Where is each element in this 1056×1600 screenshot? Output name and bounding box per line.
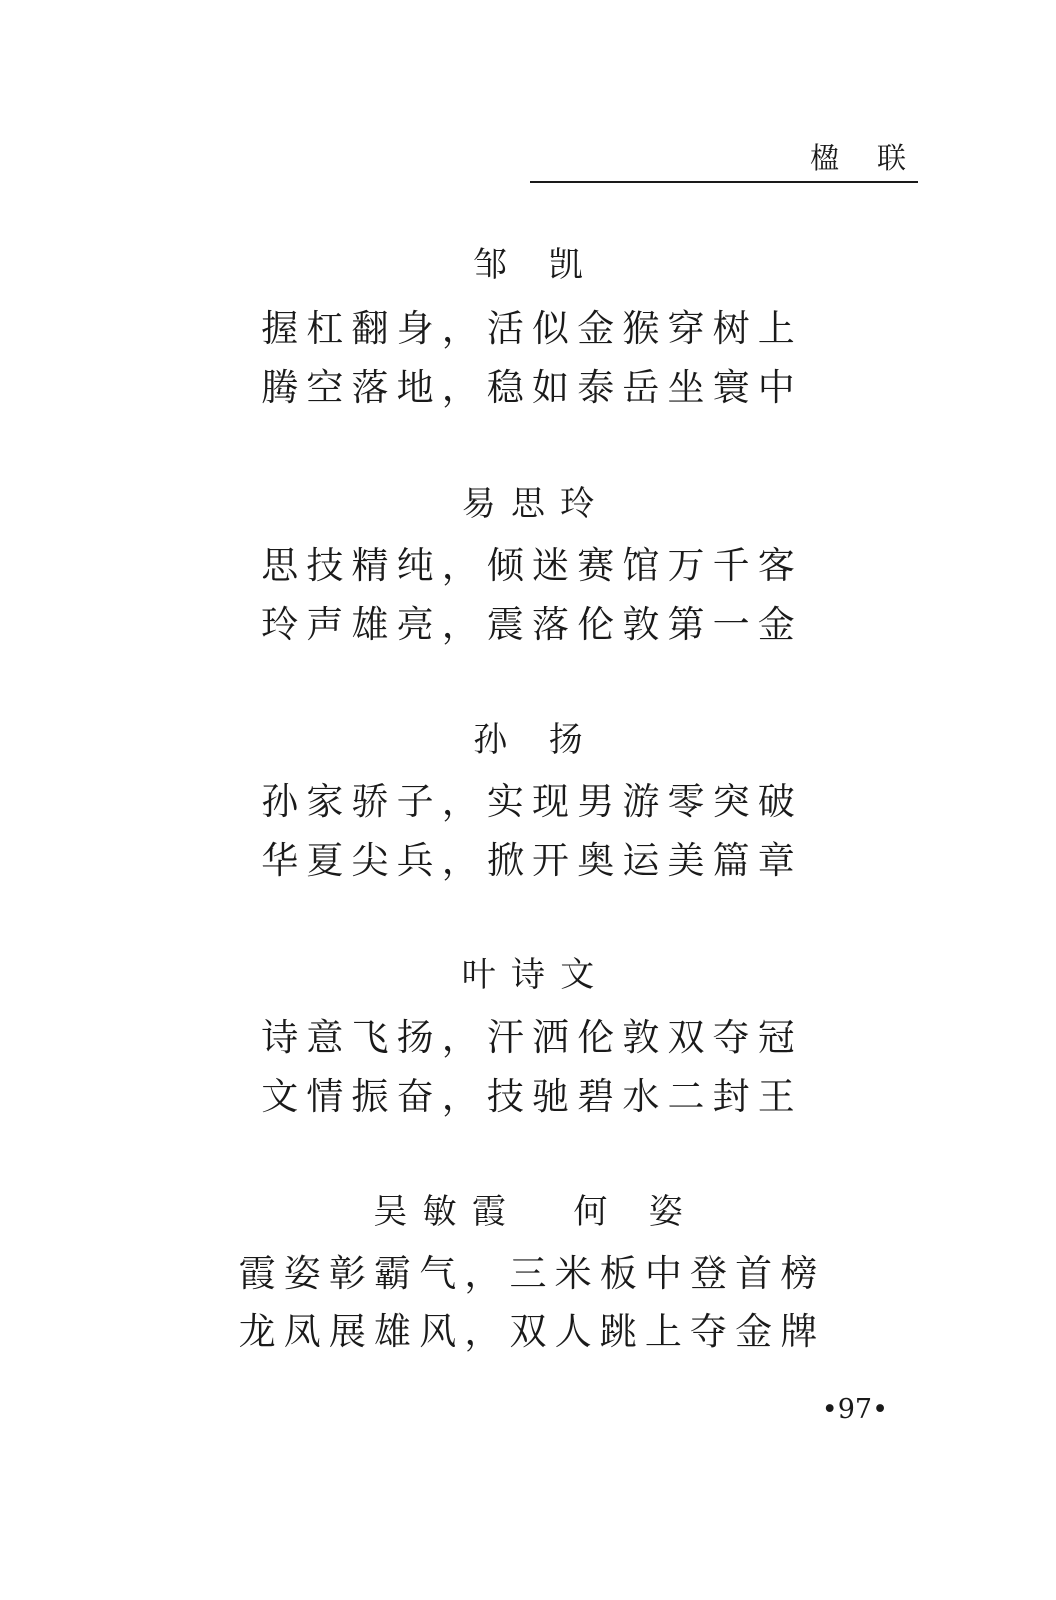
couplet-2-line-2: 玲声雄亮，震落伦敦第一金 <box>261 603 803 646</box>
couplet-5-name: 吴敏霞 何 姿 <box>373 1192 699 1232</box>
couplet-4-line-1: 诗意飞扬，汗洒伦敦双夺冠 <box>261 1016 803 1059</box>
couplet-3-name: 孙 扬 <box>473 720 598 760</box>
header-rule <box>530 181 918 183</box>
running-header-char-2: 联 <box>876 141 906 175</box>
couplet-1-line-2: 腾空落地，稳如泰岳坐寰中 <box>261 366 803 409</box>
couplet-1-line-1: 握杠翻身，活似金猴穿树上 <box>261 307 803 350</box>
running-header-char-1: 楹 <box>810 141 840 175</box>
running-header <box>810 140 906 176</box>
couplet-3-line-1: 孙家骄子，实现男游零突破 <box>261 780 803 823</box>
couplet-5-line-2: 龙凤展雄风，双人跳上夺金牌 <box>238 1310 826 1353</box>
couplet-4-name: 叶诗文 <box>461 955 610 995</box>
couplet-4-line-2: 文情振奋，技驰碧水二封王 <box>261 1075 803 1118</box>
couplet-5-line-1: 霞姿彰霸气，三米板中登首榜 <box>238 1252 826 1295</box>
couplet-1-name: 邹 凯 <box>473 245 598 285</box>
couplet-2-line-1: 思技精纯，倾迷赛馆万千客 <box>261 544 803 587</box>
couplet-3-line-2: 华夏尖兵，掀开奥运美篇章 <box>261 839 803 882</box>
page-number: •97• <box>821 1394 888 1425</box>
couplet-2-name: 易思玲 <box>461 484 610 524</box>
